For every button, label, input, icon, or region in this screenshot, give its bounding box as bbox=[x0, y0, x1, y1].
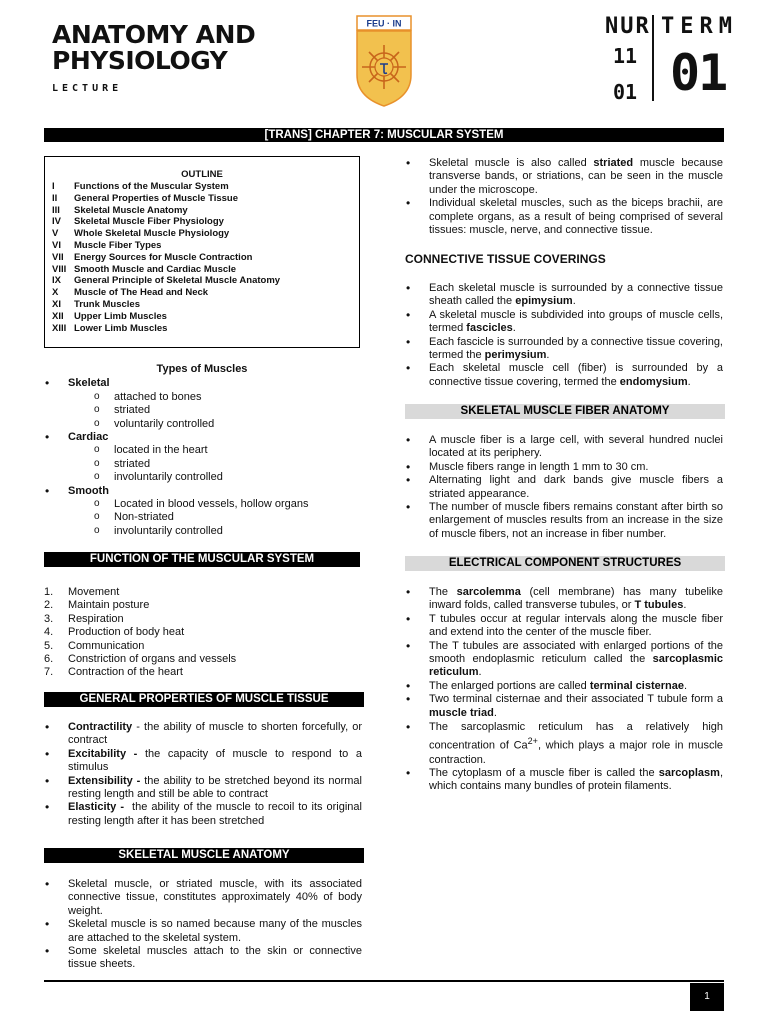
outline-item: VI Muscle Fiber Types bbox=[52, 239, 162, 251]
function-section-header: FUNCTION OF THE MUSCULAR SYSTEM bbox=[44, 552, 360, 567]
title-line-1: ANATOMY AND bbox=[52, 20, 256, 49]
fiber-section-header: SKELETAL MUSCLE FIBER ANATOMY bbox=[405, 404, 725, 419]
list-item: • Muscle fibers range in length 1 mm to 30 cm. bbox=[405, 461, 723, 474]
list-item: • Excitability - the capacity of muscle to respond to a stimulus bbox=[44, 748, 362, 775]
outline-item: VII Energy Sources for Muscle Contraction bbox=[52, 251, 253, 263]
list-item: • The sarcolemma (cell membrane) has many tubelike inward folds, called transverse tubules, or T tubules. bbox=[405, 586, 723, 613]
electrical-list bbox=[405, 586, 723, 794]
course-number-1: 11 bbox=[613, 44, 638, 68]
footer-rule bbox=[44, 980, 724, 982]
list-item: • The enlarged portions are called terminal cisternae. bbox=[405, 680, 723, 693]
right-intro-list bbox=[405, 157, 723, 237]
list-item: • The sarcoplasmic reticulum has a relatively high concentration of $Ca^{2+}$, which plays a major role in muscle contraction. bbox=[405, 720, 723, 767]
chapter-title-bar: [TRANS] CHAPTER 7: MUSCULAR SYSTEM bbox=[44, 128, 724, 142]
outline-item: XIII Lower Limb Muscles bbox=[52, 322, 168, 334]
list-item: • Elasticity - the ability of the muscle to recoil to its original resting length after it has been stretched bbox=[44, 801, 362, 828]
list-item: o striated bbox=[68, 458, 360, 471]
electrical-section-header: ELECTRICAL COMPONENT STRUCTURES bbox=[405, 556, 725, 571]
list-item: o striated bbox=[68, 404, 360, 417]
list-item: • Contractility - the ability of muscle to shorten forcefully, or contract bbox=[44, 721, 362, 748]
list-item: • Each skeletal muscle is surrounded by a connective tissue sheath called the epimysium. bbox=[405, 282, 723, 309]
outline-item: XII Upper Limb Muscles bbox=[52, 310, 167, 322]
fiber-list bbox=[405, 434, 723, 541]
function-list bbox=[44, 586, 360, 680]
connective-list bbox=[405, 282, 723, 389]
types-title: Types of Muscles bbox=[156, 363, 248, 375]
list-item: • Skeletal muscle is also called striated muscle because transverse bands, or striations, can be seen in the muscle under the microscope. bbox=[405, 157, 723, 197]
properties-section-header: GENERAL PROPERTIES OF MUSCLE TISSUE bbox=[44, 692, 364, 707]
list-item: • T tubules occur at regular intervals along the muscle fiber and extend into the center of the muscle fiber. bbox=[405, 613, 723, 640]
logo-text: FEU · IN bbox=[366, 18, 402, 29]
outline-box bbox=[44, 156, 360, 348]
list-item: • Two terminal cisternae and their associated T tubule form a muscle triad. bbox=[405, 693, 723, 720]
list-item: o voluntarily controlled bbox=[68, 418, 360, 431]
outline-item: V Whole Skeletal Muscle Physiology bbox=[52, 228, 230, 240]
outline-title: OUTLINE bbox=[181, 169, 223, 180]
outline-item: VIII Smooth Muscle and Cardiac Muscle bbox=[52, 263, 237, 275]
list-item: • Skeletal muscle is so named because many of the muscles are attached to the skeletal system. bbox=[44, 918, 362, 945]
muscle-type-cardiac: • Cardiac o located in the heart o striated o involuntarily controlled bbox=[44, 431, 360, 485]
list-item: • Alternating light and dark bands give muscle fibers a striated appearance. bbox=[405, 474, 723, 501]
document-title bbox=[52, 22, 255, 74]
document-subtitle: LECTURE bbox=[52, 83, 123, 94]
list-item: • Each fascicle is surrounded by a connective tissue covering, termed the perimysium. bbox=[405, 336, 723, 363]
outline-list bbox=[45, 181, 359, 334]
outline-item: I Functions of the Muscular System bbox=[52, 181, 229, 192]
course-code: NUR bbox=[605, 14, 651, 39]
anatomy-section-header: SKELETAL MUSCLE ANATOMY bbox=[44, 848, 364, 863]
list-item: • The number of muscle fibers remains constant after birth so enlargement of muscles results from an increase in the size of muscle fibers, not an increase in fiber number. bbox=[405, 501, 723, 541]
list-item: • Extensibility - the ability to be stretched beyond its normal resting length and still be able to contract bbox=[44, 775, 362, 802]
list-item: o involuntarily controlled bbox=[68, 525, 360, 538]
list-item: • A skeletal muscle is subdivided into groups of muscle cells, termed fascicles. bbox=[405, 309, 723, 336]
types-of-muscles bbox=[44, 363, 360, 538]
feu-seal-logo-icon bbox=[356, 15, 412, 107]
list-item: o Non-striated bbox=[68, 511, 360, 524]
list-item: 5. Communication bbox=[44, 639, 145, 652]
term-number: 01 bbox=[670, 44, 727, 102]
list-item: 1. Movement bbox=[44, 586, 120, 598]
list-item: o involuntarily controlled bbox=[68, 471, 360, 484]
list-item: o attached to bones bbox=[68, 391, 360, 404]
connective-section-header: CONNECTIVE TISSUE COVERINGS bbox=[405, 252, 606, 266]
list-item: 2. Maintain posture bbox=[44, 599, 150, 612]
anatomy-list bbox=[44, 878, 362, 972]
outline-item: X Muscle of The Head and Neck bbox=[52, 287, 209, 299]
list-item: • Individual skeletal muscles, such as the biceps brachii, are complete organs, as a result of being comprised of several tissues: muscle, nerve, and connective tissue. bbox=[405, 197, 723, 237]
page-number: 1 bbox=[690, 983, 724, 1011]
list-item: • Some skeletal muscles attach to the skin or connective tissue sheets. bbox=[44, 945, 362, 972]
list-item: 4. Production of body heat bbox=[44, 626, 185, 639]
list-item: 7. Contraction of the heart bbox=[44, 666, 183, 679]
outline-item: III Skeletal Muscle Anatomy bbox=[52, 204, 188, 216]
list-item: 3. Respiration bbox=[44, 612, 124, 625]
list-item: • The T tubules are associated with enlarged portions of the smooth endoplasmic reticulum called the sarcoplasmic reticulum. bbox=[405, 640, 723, 680]
outline-item: XI Trunk Muscles bbox=[52, 298, 140, 310]
list-item: o located in the heart bbox=[68, 444, 360, 457]
muscle-type-skeletal: • Skeletal o attached to bones o striated o voluntarily controlled bbox=[44, 377, 360, 431]
term-label: TERM bbox=[661, 14, 738, 39]
title-line-2: PHYSIOLOGY bbox=[52, 46, 228, 75]
list-item: • Skeletal muscle, or striated muscle, with its associated connective tissue, constitutes approximately 40% of body weight. bbox=[44, 878, 362, 918]
list-item: 6. Constriction of organs and vessels bbox=[44, 653, 237, 666]
list-item: o Located in blood vessels, hollow organs bbox=[68, 498, 360, 511]
outline-item: IV Skeletal Muscle Fiber Physiology bbox=[52, 216, 224, 228]
course-number-2: 01 bbox=[613, 80, 638, 104]
list-item: • The cytoplasm of a muscle fiber is called the sarcoplasm, which contains many bundles of protein filaments. bbox=[405, 767, 723, 794]
list-item: • A muscle fiber is a large cell, with several hundred nuclei located at its periphery. bbox=[405, 434, 723, 461]
list-item: • Each skeletal muscle cell (fiber) is surrounded by a connective tissue covering, termed the endomysium. bbox=[405, 362, 723, 389]
outline-item: IX General Principle of Skeletal Muscle Anatomy bbox=[52, 275, 281, 287]
properties-list bbox=[44, 721, 366, 828]
header-divider bbox=[652, 15, 654, 101]
outline-item: II General Properties of Muscle Tissue bbox=[52, 192, 239, 204]
muscle-type-smooth: • Smooth o Located in blood vessels, hollow organs o Non-striated o involuntarily controlled bbox=[44, 485, 360, 539]
